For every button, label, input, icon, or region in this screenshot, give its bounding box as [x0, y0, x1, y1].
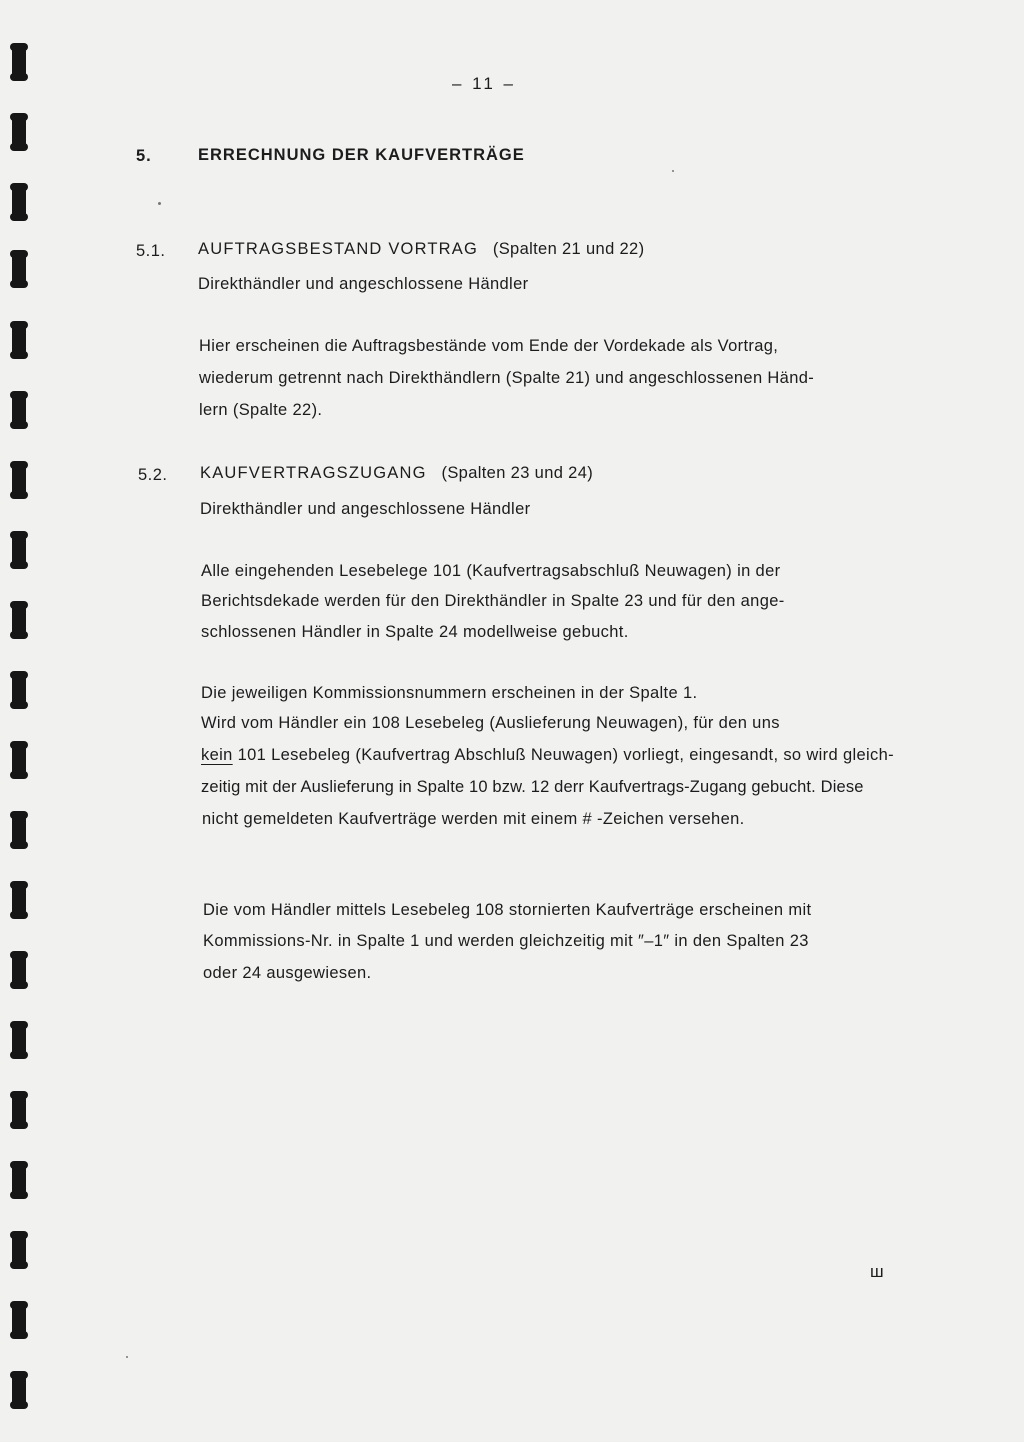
subsection-columns: (Spalten 23 und 24) [441, 464, 594, 482]
paragraph-line: zeitig mit der Auslieferung in Spalte 10 bzw. 12 derr Kaufvertrags-Zugang gebucht. Diese [201, 778, 864, 796]
paragraph-line: schlossenen Händler in Spalte 24 modellweise gebucht. [201, 623, 629, 641]
binding-ring [12, 1092, 26, 1128]
underlined-word: kein [201, 746, 233, 764]
paragraph-line: nicht gemeldeten Kaufverträge werden mit einem # -Zeichen versehen. [202, 810, 745, 828]
binding-ring [12, 882, 26, 918]
binding-ring [12, 251, 26, 287]
subsection-subtitle: Direkthändler und angeschlossene Händler [198, 275, 529, 293]
corner-mark: ш [870, 1262, 884, 1281]
subsection-title: AUFTRAGSBESTAND VORTRAG [198, 240, 479, 258]
paragraph-line: Alle eingehenden Lesebelege 101 (Kaufvertragsabschluß Neuwagen) in der [201, 562, 781, 580]
binding-ring [12, 1232, 26, 1268]
subsection-columns: (Spalten 21 und 22) [492, 240, 645, 258]
binding-ring [12, 1162, 26, 1198]
subsection-title: KAUFVERTRAGSZUGANG [200, 464, 427, 482]
binding-ring [12, 532, 26, 568]
section-number: 5.1. [136, 242, 166, 260]
speck [672, 170, 674, 172]
binding-ring [12, 742, 26, 778]
page-number: – 11 – [452, 74, 517, 93]
binding-ring [12, 1372, 26, 1408]
paragraph-line: Die jeweiligen Kommissionsnummern erscheinen in der Spalte 1. [201, 684, 698, 702]
paragraph-line: Berichtsdekade werden für den Direkthändler in Spalte 23 und für den ange- [201, 592, 785, 610]
binding-ring [12, 602, 26, 638]
binding-ring [12, 392, 26, 428]
binding-ring [12, 322, 26, 358]
binding-ring [12, 1022, 26, 1058]
paragraph-line: oder 24 ausgewiesen. [203, 964, 372, 982]
binding-ring [12, 812, 26, 848]
binding-ring [12, 952, 26, 988]
paragraph-line: Die vom Händler mittels Lesebeleg 108 stornierten Kaufverträge erscheinen mit [203, 901, 812, 919]
subsection-subtitle: Direkthändler und angeschlossene Händler [200, 500, 531, 518]
paragraph-text: 101 Lesebeleg (Kaufvertrag Abschluß Neuwagen) vorliegt, eingesandt, so wird gleich- [232, 746, 895, 764]
section-title: ERRECHNUNG DER KAUFVERTRÄGE [198, 146, 525, 164]
binding-ring [12, 672, 26, 708]
binding-ring [12, 184, 26, 220]
spiral-binding [12, 0, 42, 1442]
paragraph-line: Wird vom Händler ein 108 Lesebeleg (Auslieferung Neuwagen), für den uns [201, 714, 780, 732]
speck [126, 1356, 128, 1358]
speck [158, 202, 161, 205]
paragraph-line: lern (Spalte 22). [199, 401, 323, 419]
binding-ring [12, 1302, 26, 1338]
section-number: 5.2. [138, 466, 168, 484]
binding-ring [12, 462, 26, 498]
binding-ring [12, 44, 26, 80]
paragraph-line: wiederum getrennt nach Direkthändlern (Spalte 21) und angeschlossenen Händ- [199, 369, 815, 387]
binding-ring [12, 114, 26, 150]
paragraph-line [201, 745, 894, 765]
paragraph-line: Hier erscheinen die Auftragsbestände vom Ende der Vordekade als Vortrag, [199, 337, 779, 355]
subsection-heading [200, 463, 593, 483]
section-number: 5. [136, 147, 152, 165]
subsection-heading [198, 239, 644, 259]
paragraph-line: Kommissions-Nr. in Spalte 1 und werden gleichzeitig mit ″–1″ in den Spalten 23 [203, 932, 809, 950]
